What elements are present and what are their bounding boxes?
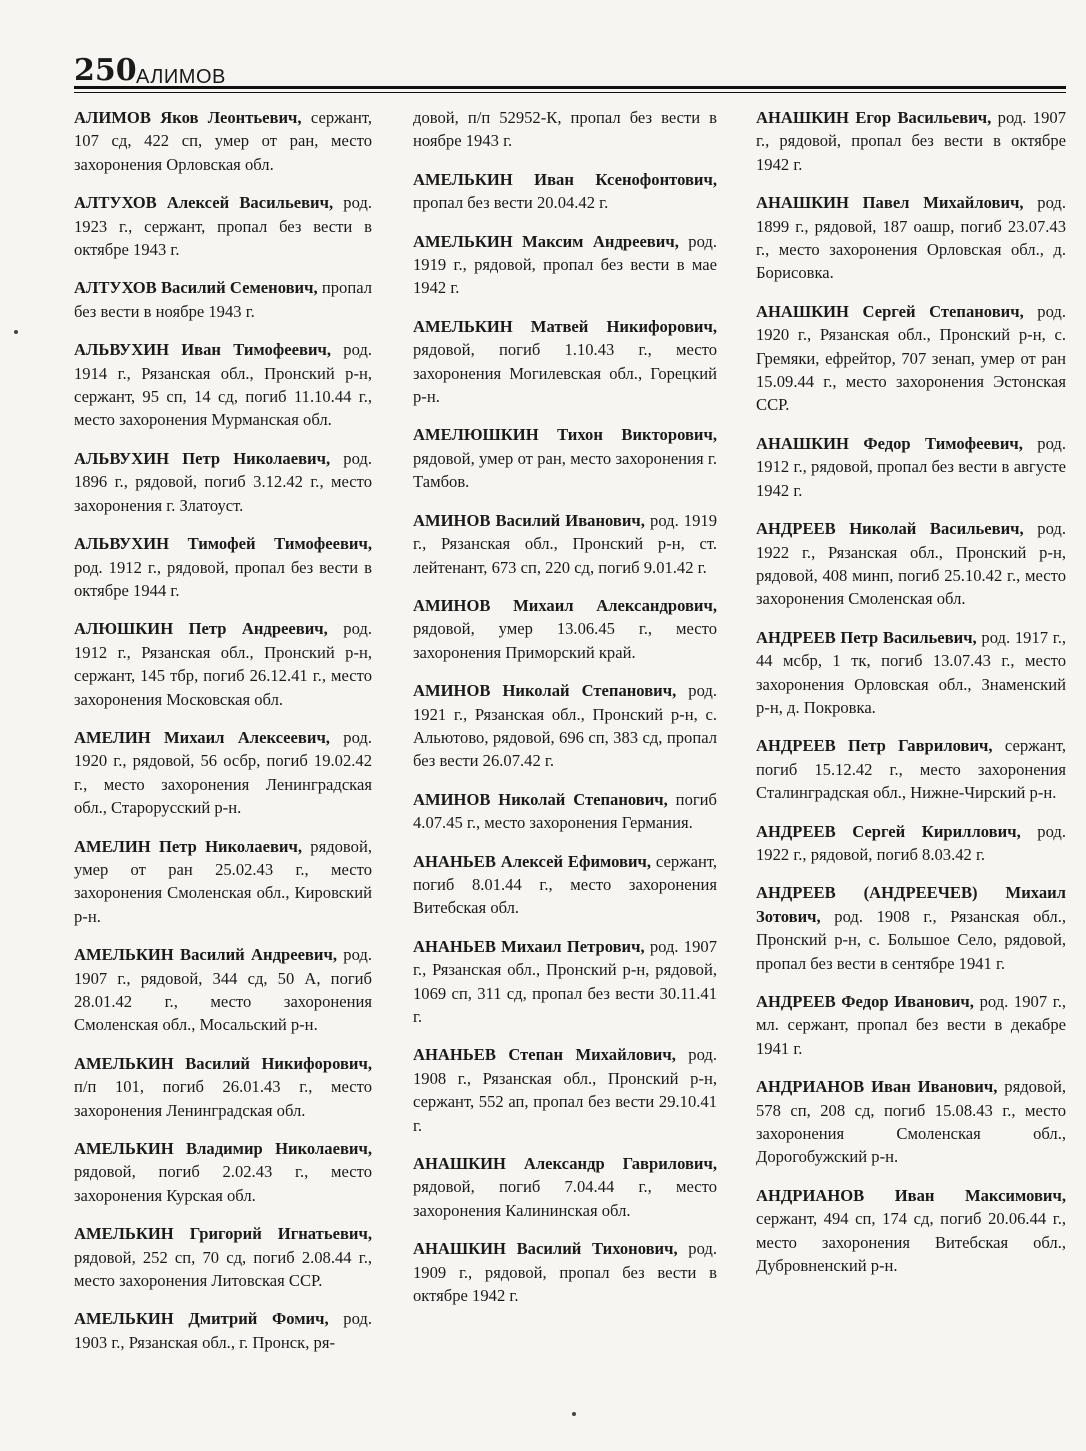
entry-details: сержант, погиб 8.01.44 г., место захоронения Витебская обл. xyxy=(413,851,717,918)
entry-name: АМЕЛИН Петр Николаевич, xyxy=(74,836,302,856)
entry xyxy=(74,1137,372,1207)
entry-name: АМЕЛЬКИН Максим Андреевич, xyxy=(413,231,679,251)
entry-details: рядовой, погиб 1.10.43 г., место захоронения Могилевская обл., Горецкий р-н. xyxy=(413,340,717,407)
entry-details: род. 1907 г., мл. сержант, пропал без вести в декабре 1941 г. xyxy=(756,992,1067,1058)
entry-details: пропал без вести 20.04.42 г. xyxy=(413,193,609,213)
entry-details: род. 1919 г., рядовой, пропал без вести в мае 1942 г. xyxy=(413,231,718,298)
entry xyxy=(413,168,717,215)
header-rule-thick xyxy=(74,86,1066,89)
entry-details: род. 1908 г., Рязанская обл., Пронский р-н, с. Большое Село, рядовой, пропал без вести в сентябре 1941 г. xyxy=(756,906,1066,973)
entry-name: АЛЮШКИН Петр Андреевич, xyxy=(74,619,328,639)
entry-name: АМЕЛИН Михаил Алексеевич, xyxy=(74,727,330,747)
entry xyxy=(74,276,372,323)
entry-details: рядовой, 578 сп, 208 сд, погиб 15.08.43 г., место захоронения Смоленская обл., Дорогобужский р-н. xyxy=(756,1077,1066,1167)
entry-details: рядовой, 252 сп, 70 сд, погиб 2.08.44 г., место захоронения Литовская ССР. xyxy=(74,1247,372,1291)
entry-name: АМЕЛЬКИН Василий Андреевич, xyxy=(74,945,337,965)
entry-name: АНАШКИН Егор Васильевич, xyxy=(756,108,992,127)
entry-name: АЛТУХОВ Василий Семенович, xyxy=(74,278,318,298)
entry-name: АНАШКИН Павел Михайлович, xyxy=(756,193,1024,213)
entry xyxy=(413,1043,717,1137)
entry xyxy=(756,106,1066,176)
entry-name: АНАНЬЕВ Алексей Ефимович, xyxy=(413,851,652,871)
entry xyxy=(756,517,1066,611)
entry xyxy=(756,1184,1066,1278)
entry xyxy=(74,532,372,602)
entry-details: род. 1922 г., Рязанская обл., Пронский р-н, рядовой, 408 минп, погиб 25.10.42 г., место захоронения Смоленская обл. xyxy=(756,519,1066,609)
entry xyxy=(413,509,717,579)
entry xyxy=(74,617,372,711)
entry xyxy=(74,835,372,929)
entry-name: АНАНЬЕВ Степан Михайлович, xyxy=(413,1045,676,1065)
entry xyxy=(74,1052,372,1122)
entry xyxy=(413,1152,717,1222)
entry-details: род. 1920 г., рядовой, 56 осбр, погиб 19.02.42 г., место захоронения Ленинградская обл., Старорусский р-н. xyxy=(74,727,372,818)
entry-details: род. 1922 г., рядовой, погиб 8.03.42 г. xyxy=(756,821,1066,864)
entry xyxy=(74,1307,372,1354)
entry xyxy=(756,300,1066,417)
page-number: 250 xyxy=(74,53,137,88)
entry-details: род. 1899 г., рядовой, 187 оашр, погиб 23.07.43 г., место захоронения Орловская обл., д. Борисовка. xyxy=(756,193,1066,283)
entry-details: род. 1896 г., рядовой, погиб 3.12.42 г., место захоронения г. Златоуст. xyxy=(74,448,372,515)
entry xyxy=(413,935,717,1029)
entry xyxy=(413,423,717,493)
entry xyxy=(756,191,1066,285)
running-head: АЛИМОВ xyxy=(136,66,226,88)
entry-name: АМЕЛЬКИН Владимир Николаевич, xyxy=(74,1139,372,1159)
entry xyxy=(756,626,1066,720)
entry-name: АМЕЛЬКИН Василий Никифорович, xyxy=(74,1053,372,1073)
entry-details: род. 1920 г., Рязанская обл., Пронский р-н, с. Гремяки, ефрейтор, 707 зенап, умер от ран 15.09.44 г., место захоронения Эстонская ССР. xyxy=(756,301,1066,415)
entry xyxy=(413,679,717,773)
entry-name: АМИНОВ Василий Иванович, xyxy=(413,510,645,530)
entry-details: рядовой, погиб 7.04.44 г., место захоронения Калининская обл. xyxy=(413,1177,717,1220)
entry-details: погиб 4.07.45 г., место захоронения Германия. xyxy=(413,789,717,833)
entry xyxy=(756,734,1066,804)
entry xyxy=(756,990,1066,1060)
entry-details: рядовой, умер от ран, место захоронения г. Тамбов. xyxy=(413,448,717,492)
entry-details: довой, п/п 52952-К, пропал без вести в ноябре 1943 г. xyxy=(413,108,717,151)
entry-details: род. 1912 г., рядовой, пропал без вести в августе 1942 г. xyxy=(756,433,1066,500)
entry-details: род. 1909 г., рядовой, пропал без вести в октябре 1942 г. xyxy=(413,1239,717,1306)
entry-details: род. 1908 г., Рязанская обл., Пронский р-н, сержант, 552 ап, пропал без вести 29.10.41 г. xyxy=(413,1045,718,1135)
entry-name: АМЕЛЬКИН Иван Ксенофонтович, xyxy=(413,169,717,189)
entry-name: АЛТУХОВ Алексей Васильевич, xyxy=(74,193,334,213)
entry-name: АНАШКИН Федор Тимофеевич, xyxy=(756,433,1023,453)
entry xyxy=(756,1075,1066,1169)
entry-details: сержант, погиб 15.12.42 г., место захоронения Сталинградская обл., Нижне-Чирский р-н. xyxy=(756,736,1066,803)
entry xyxy=(74,943,372,1037)
entry-name: АНАШКИН Александр Гаврилович, xyxy=(413,1154,717,1174)
entry-details: сержант, 107 сд, 422 сп, умер от ран, место захоронения Орловская обл. xyxy=(74,108,373,174)
entry xyxy=(413,1237,717,1307)
entry-details: род. 1907 г., рядовой, пропал без вести в октябре 1942 г. xyxy=(756,108,1066,174)
entry-name: АЛЬВУХИН Иван Тимофеевич, xyxy=(74,340,332,360)
entry xyxy=(413,106,717,153)
entry-name: АНДРЕЕВ Сергей Кириллович, xyxy=(756,821,1021,841)
entry-details: род. 1907 г., рядовой, 344 сд, 50 А, погиб 28.01.42 г., место захоронения Смоленская обл., Мосальский р-н. xyxy=(74,945,372,1035)
entry-name: АНАШКИН Василий Тихонович, xyxy=(413,1239,678,1259)
entry-name: АНДРЕЕВ (АНДРЕЕЧЕВ) Михаил Зотович, xyxy=(756,883,1066,926)
entry-details: род. 1914 г., Рязанская обл., Пронский р-н, сержант, 95 сп, 14 сд, погиб 11.10.44 г., место захоронения Мурманская обл. xyxy=(74,340,372,430)
entry-details: род. 1903 г., Рязанская обл., г. Пронск, ря- xyxy=(74,1309,373,1352)
entry-name: АНДРЕЕВ Петр Васильевич, xyxy=(756,627,977,647)
entry xyxy=(413,850,717,920)
entry xyxy=(413,788,717,835)
entry-details: рядовой, умер от ран 25.02.43 г., место захоронения Смоленская обл., Кировский р-н. xyxy=(74,836,372,926)
entry xyxy=(74,447,372,517)
entry-details: род. 1923 г., сержант, пропал без вести в октябре 1943 г. xyxy=(74,193,373,260)
entry-details: род. 1919 г., Рязанская обл., Пронский р-н, ст. лейтенант, 673 сп, 220 сд, погиб 9.01.42 г. xyxy=(413,510,717,577)
entry-name: АЛЬВУХИН Тимофей Тимофеевич, xyxy=(74,534,372,554)
entry-details: род. 1912 г., рядовой, пропал без вести в октябре 1944 г. xyxy=(74,557,372,600)
entry-name: АНДРЕЕВ Петр Гаврилович, xyxy=(756,736,993,756)
entry xyxy=(74,191,372,261)
entry-details: сержант, 494 сп, 174 сд, погиб 20.06.44 г., место захоронения Витебская обл., Дубровненский р-н. xyxy=(756,1209,1066,1276)
entry-details: род. 1912 г., Рязанская обл., Пронский р-н, сержант, 145 тбр, погиб 26.12.41 г., место захоронения Московская обл. xyxy=(74,619,373,709)
entry-details: род. 1921 г., Рязанская обл., Пронский р-н, с. Альютово, рядовой, 696 сп, 383 сд, пропал без вести 26.07.42 г. xyxy=(413,681,718,771)
entry-name: АНДРЕЕВ Федор Иванович, xyxy=(756,992,974,1011)
entry xyxy=(756,881,1066,975)
entry-name: АНДРИАНОВ Иван Иванович, xyxy=(756,1077,998,1097)
entry-name: АНДРИАНОВ Иван Максимович, xyxy=(756,1185,1066,1205)
entry-name: АНАНЬЕВ Михаил Петрович, xyxy=(413,936,645,956)
text-column-3 xyxy=(756,106,1066,1292)
entry xyxy=(74,726,372,820)
entry xyxy=(413,594,717,664)
scan-speck xyxy=(14,330,18,334)
entry xyxy=(413,315,717,409)
entry-details: род. 1917 г., 44 мсбр, 1 тк, погиб 13.07.43 г., место захоронения Орловская обл., Знаменский р-н, д. Покровка. xyxy=(756,627,1066,717)
text-column-1 xyxy=(74,106,372,1369)
entry-details: рядовой, умер 13.06.45 г., место захоронения Приморский край. xyxy=(413,619,717,662)
entry-name: АЛЬВУХИН Петр Николаевич, xyxy=(74,448,331,468)
entry xyxy=(756,820,1066,867)
entry-name: АНДРЕЕВ Николай Васильевич, xyxy=(756,519,1024,539)
entry-name: АНАШКИН Сергей Степанович, xyxy=(756,301,1024,321)
page-header xyxy=(74,54,1066,94)
entry xyxy=(756,432,1066,502)
entry-name: АМИНОВ Николай Степанович, xyxy=(413,681,677,701)
entry-name: АЛИМОВ Яков Леонтьевич, xyxy=(74,108,302,127)
scan-speck xyxy=(572,1412,576,1416)
header-rule-thin xyxy=(74,92,1066,93)
entry-name: АМЕЛЬКИН Дмитрий Фомич, xyxy=(74,1309,329,1329)
entry-name: АМЕЛЬКИН Матвей Никифорович, xyxy=(413,316,717,336)
entry xyxy=(74,106,372,176)
entry-details: рядовой, погиб 2.02.43 г., место захоронения Курская обл. xyxy=(74,1162,372,1205)
entry-details: п/п 101, погиб 26.01.43 г., место захоронения Ленинградская обл. xyxy=(74,1077,372,1120)
entry-name: АМЕЛЬКИН Григорий Игнатьевич, xyxy=(74,1224,372,1244)
text-column-2 xyxy=(413,106,717,1322)
entry-name: АМЕЛЮШКИН Тихон Викторович, xyxy=(413,425,717,445)
entry-name: АМИНОВ Михаил Александрович, xyxy=(413,595,717,615)
entry xyxy=(74,1222,372,1292)
entry xyxy=(74,338,372,432)
entry-details: пропал без вести в ноябре 1943 г. xyxy=(74,278,372,321)
entry-details: род. 1907 г., Рязанская обл., Пронский р-н, рядовой, 1069 сп, 311 сд, пропал без вести 30.11.41 г. xyxy=(413,936,717,1026)
entry xyxy=(413,230,717,300)
entry-name: АМИНОВ Николай Степанович, xyxy=(413,789,668,809)
